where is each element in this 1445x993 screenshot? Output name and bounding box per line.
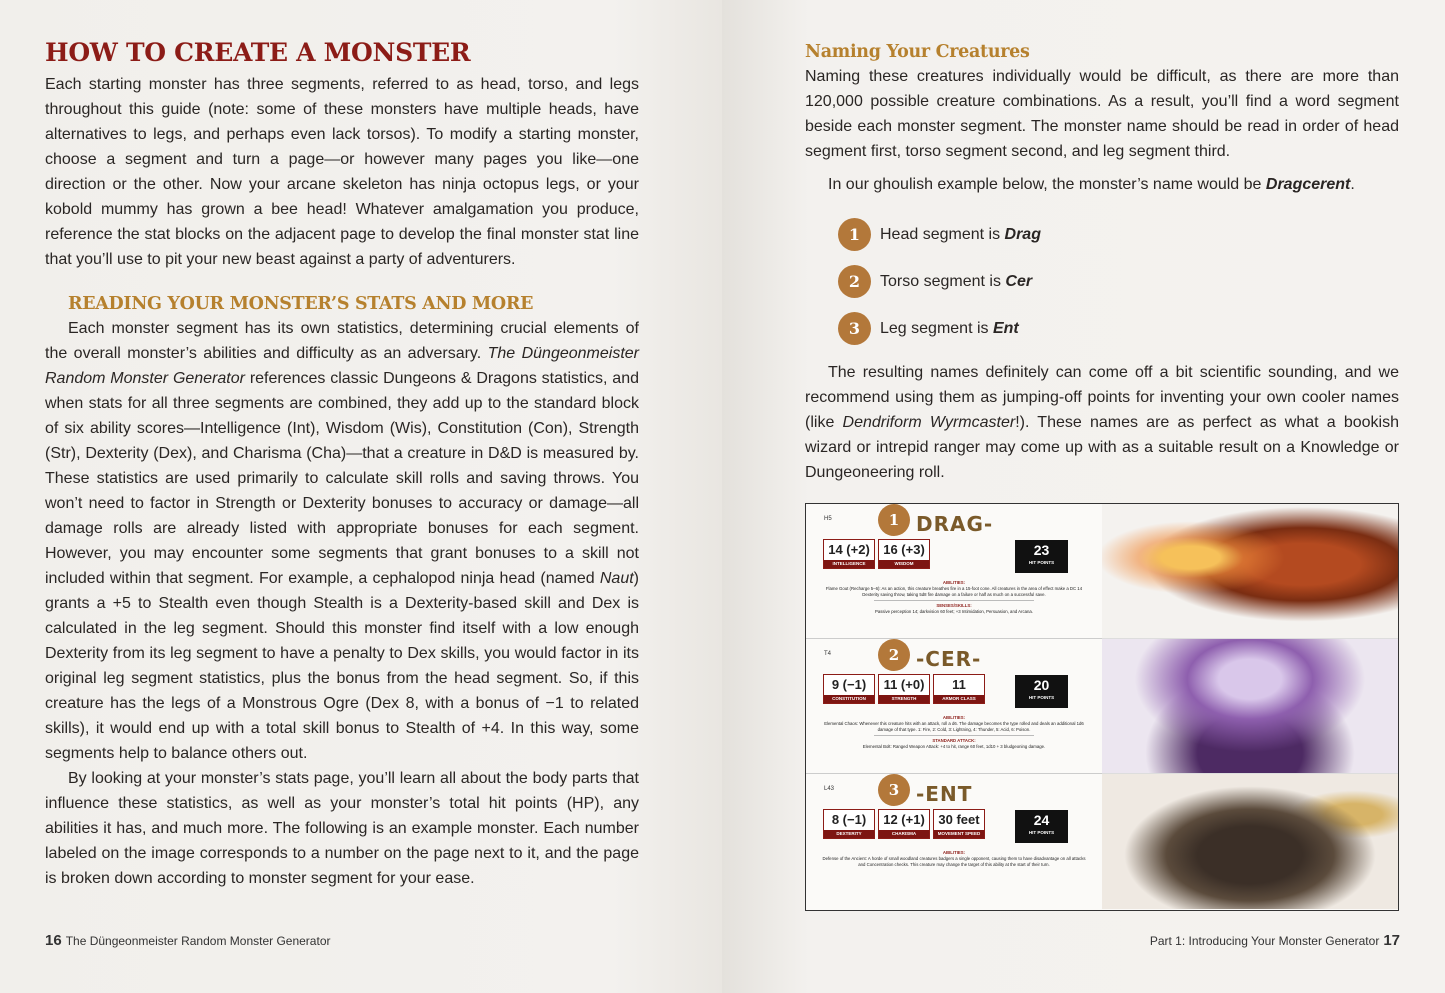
names-paragraph xyxy=(805,360,1399,485)
abilities xyxy=(820,580,1088,615)
stat-value: 30 feet xyxy=(938,812,980,827)
stat-value: 11 (+0) xyxy=(883,677,925,692)
stat-box xyxy=(823,809,875,839)
hit-points-box xyxy=(1015,810,1068,843)
abilities xyxy=(820,850,1088,868)
left-column xyxy=(45,38,639,891)
section-label: ABILITIES: xyxy=(942,850,966,855)
text: . xyxy=(1350,176,1355,193)
stat-box xyxy=(933,674,985,704)
sorcerer-torso-image xyxy=(1102,639,1398,774)
segment-code: T4 xyxy=(824,651,832,657)
page-number: 16 xyxy=(45,932,62,949)
text: Each monster segment has its own statistics, determining crucial elements of the overall monster’s abilities and difficulty as an adversary. xyxy=(45,320,639,362)
stat-label: CHARISMA xyxy=(879,830,929,838)
stat-label: DEXTERITY xyxy=(824,830,874,838)
section-heading: READING YOUR MONSTER’S STATS AND MORE xyxy=(68,294,534,314)
text: references classic Dungeons & Dragons statistics, and when stats for all three segments are combined, they add up to the standard block of six ability scores—Intelligence (Int), Wisdom (Wis), Constitution (Con), Strength (Str), Dexterity (Dex), and Charisma (Cha)—that a creature in D&D is measured by. These statistics are used primarily to calculate skill rolls and saving throws. You won’t need to factor in Strength or Dexterity bonuses to accuracy or damage—all damage rolls are already listed with appropriate bonuses for each segment. However, you may encounter some segments that grant bonuses to a skill not included within that segment. For example, a cephalopod ninja head (named xyxy=(45,370,640,587)
segment-code: L43 xyxy=(824,786,835,792)
segment-code: H5 xyxy=(824,516,832,522)
label: Head segment is xyxy=(880,226,1001,243)
stat-box xyxy=(823,539,875,569)
right-footer xyxy=(1150,932,1400,949)
stat-value: 12 (+1) xyxy=(883,812,925,827)
section-text: Elemental Bolt: Ranged Weapon Attack: +4 to hit, range 60 feet, 1d10 + 3 bludgeoning damage. xyxy=(862,744,1046,749)
number-badge: 1 xyxy=(878,504,910,536)
section-text: Flame Gout (Recharge 5–6): As an action, this creature breathes fire in a 15-foot cone. All creatures in the area of effect make a DC 14 Dexterity saving throw, taking 5d8 fire damage on a failure or half as much on a successful save. xyxy=(825,586,1083,597)
number-badge: 2 xyxy=(838,265,871,298)
label: Leg segment is xyxy=(880,320,989,337)
section-text: Elemental Chaos: Whenever this creature hits with an attack, roll a d6. The damage becomes the type rolled and deals an additional 1d6 damage of that type. 1: Fire, 2: Cold, 3: Lightning, 4: Thunder, 5: Acid, 6: Poison. xyxy=(824,721,1084,732)
naming-paragraph: Naming these creatures individually would be difficult, as there are more than 120,000 possible creature combinations. As a result, you’ll find a word segment beside each monster segment. The monster name should be read in order of head segment first, torso segment second, and leg segment third. xyxy=(805,68,1399,160)
hit-points-label: HIT POINTS xyxy=(1028,830,1055,835)
text: In our ghoulish example below, the monster’s name would be xyxy=(828,176,1266,193)
label: Torso segment is xyxy=(880,273,1001,290)
hit-points-value: 23 xyxy=(1033,542,1050,558)
right-page xyxy=(722,0,1445,993)
list-item xyxy=(838,258,1399,305)
stat-box xyxy=(823,674,875,704)
divider xyxy=(874,600,1035,601)
number-badge: 2 xyxy=(878,639,910,671)
ent-legs-image xyxy=(1102,774,1398,909)
section-label: SENSES/SKILLS: xyxy=(936,603,972,608)
left-page xyxy=(0,0,722,993)
segment-block xyxy=(806,774,1102,909)
number-badge: 3 xyxy=(838,312,871,345)
segment-name: Naut xyxy=(599,570,634,587)
left-footer xyxy=(45,932,330,949)
segment-name: -ENT xyxy=(916,782,973,806)
hit-points-box xyxy=(1015,675,1068,708)
stat-label: STRENGTH xyxy=(879,695,929,703)
stat-label: CONSTITUTION xyxy=(824,695,874,703)
page-title: HOW TO CREATE A MONSTER xyxy=(45,38,471,67)
hit-points-label: HIT POINTS xyxy=(1028,695,1055,700)
stat-box xyxy=(878,809,930,839)
intro-paragraph: Each starting monster has three segments, referred to as head, torso, and legs throughout this guide (note: some of these monsters have multiple heads, have alternatives to legs, and perhaps even lack torsos). To modify a starting monster, choose a segment and turn a page—or however many pages you like—one direction or the other. Now your arcane skeleton has ninja octopus legs, or your kobold mummy has grown a bee head! Whatever amalgamation you produce, reference the stat blocks on the adjacent page to develop the final monster stat line that you’ll use to pit your new beast against a party of adventurers. xyxy=(45,76,639,268)
list-item xyxy=(838,305,1399,352)
book-title: The Düngeonmeister Random Monster Generator xyxy=(45,345,639,387)
example-paragraph: By looking at your monster’s stats page, you’ll learn all about the body parts that influence these statistics, as well as your monster’s total hit points (HP), any abilities it has, and much more. The following is an example monster. Each number labeled on the image corresponds to a number on the page next to it, and the page is broken down according to monster segment for your ease. xyxy=(45,770,639,887)
example-name: Dendriform Wyrmcaster xyxy=(842,414,1016,431)
text: The resulting names definitely can come off a bit scientific sounding, and we recommend using them as jumping-off points for inventing your own cooler names (like xyxy=(805,364,1399,431)
stat-value: 11 xyxy=(952,677,966,692)
segment-list xyxy=(838,211,1399,352)
stat-label: MOVEMENT SPEED xyxy=(934,830,984,838)
monster-name: Dragcerent xyxy=(1265,176,1351,193)
stat-label: INTELLIGENCE xyxy=(824,560,874,568)
number-badge: 3 xyxy=(878,774,910,806)
number-badge: 1 xyxy=(838,218,871,251)
running-footer: Part 1: Introducing Your Monster Generator xyxy=(1149,934,1380,948)
segment-name: DRAG- xyxy=(916,512,994,536)
stat-boxes xyxy=(823,674,985,704)
stat-label: WISDOM xyxy=(879,560,929,568)
segment-block xyxy=(806,639,1102,774)
divider xyxy=(874,735,1035,736)
stat-value: 8 (−1) xyxy=(831,812,867,827)
hit-points-value: 20 xyxy=(1033,677,1050,693)
stat-blocks xyxy=(806,504,1102,910)
section-heading: Naming Your Creatures xyxy=(805,42,1030,62)
value: Drag xyxy=(1004,226,1041,243)
section-label: ABILITIES: xyxy=(942,715,966,720)
abilities xyxy=(820,715,1088,750)
stat-boxes xyxy=(823,539,930,569)
stat-box xyxy=(878,539,930,569)
value: Ent xyxy=(992,320,1019,337)
page-number: 17 xyxy=(1383,932,1400,949)
running-footer: The Düngeonmeister Random Monster Generator xyxy=(65,934,331,948)
text: !). These names are as perfect as what a bookish wizard or intrepid ranger may come up with as a suitable result on a Knowledge or Dungeoneering roll. xyxy=(805,414,1400,481)
stats-paragraph xyxy=(45,316,639,766)
stat-value: 14 (+2) xyxy=(828,542,870,557)
example-name-paragraph xyxy=(805,172,1399,197)
stat-boxes xyxy=(823,809,985,839)
right-column xyxy=(805,40,1399,485)
stat-box xyxy=(933,809,985,839)
stat-box xyxy=(878,674,930,704)
hit-points-value: 24 xyxy=(1033,812,1050,828)
segment-name: -CER- xyxy=(916,647,982,671)
example-monster-card xyxy=(805,503,1399,911)
stat-value: 9 (−1) xyxy=(831,677,867,692)
dragon-head-image xyxy=(1102,504,1398,639)
text: ) grants a +5 to Stealth even though Stealth is a Dexterity-based skill and Dex is calculated in the leg segment. Should this monster find itself with a low enough Dexterity from its leg segment to have a penalty to Dex skills, you would factor in its original leg segment statistics, plus the bonus from the head segment. So, if this creature has the legs of a Monstrous Ogre (Dex 8, with a bonus of −1 to related skills), it would end up with a total skill bonus to Stealth of +4. In this way, some segments help to balance others out. xyxy=(45,570,639,762)
stat-value: 16 (+3) xyxy=(883,542,925,557)
stat-label: ARMOR CLASS xyxy=(934,695,984,703)
segment-block xyxy=(806,504,1102,639)
hit-points-box xyxy=(1015,540,1068,573)
section-label: ABILITIES: xyxy=(942,580,966,585)
monster-illustration xyxy=(1102,504,1398,910)
hit-points-label: HIT POINTS xyxy=(1028,560,1055,565)
list-item xyxy=(838,211,1399,258)
section-text: Defense of the Ancient: A horde of small woodland creatures badgers a single opponent, causing them to have disadvantage on all attacks and Concentration checks. This creature may change the target of this ability at the start of their turn. xyxy=(822,856,1086,867)
section-label: STANDARD ATTACK: xyxy=(932,738,976,743)
value: Cer xyxy=(1005,273,1033,290)
section-text: Passive perception 14; darkvision 60 feet; +3 Intimidation, Persuasion, and Arcana. xyxy=(874,609,1033,614)
